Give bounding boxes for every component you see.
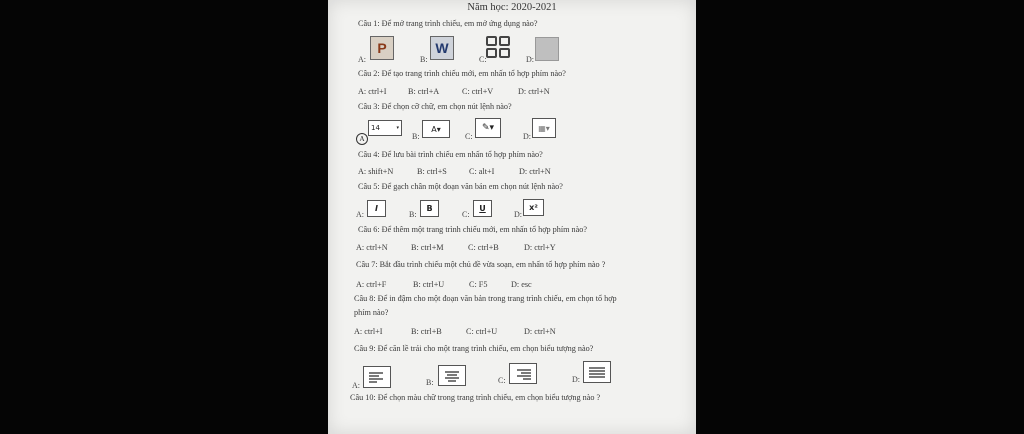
- q3-label-c: C:: [465, 132, 473, 141]
- q3-label-b: B:: [412, 132, 420, 141]
- q2-answer-c: C: ctrl+V: [462, 87, 494, 96]
- q6-answer-a: A: ctrl+N: [356, 243, 388, 252]
- q5-label-a: A:: [356, 210, 364, 219]
- align-center-icon: [438, 365, 466, 386]
- q3-label-d: D:: [523, 132, 531, 141]
- image-icon: [535, 37, 559, 61]
- q7-answer-c: C: F5: [469, 280, 488, 289]
- q6-answer-d: D: ctrl+Y: [524, 243, 556, 252]
- q7-answer-a: A: ctrl+F: [356, 280, 387, 289]
- italic-button-icon: I: [367, 200, 386, 217]
- q5-label-b: B:: [409, 210, 417, 219]
- question-3: Câu 3: Để chọn cỡ chữ, em chọn nút lệnh nào?: [358, 102, 512, 111]
- q8-answer-d: D: ctrl+N: [524, 327, 556, 336]
- q9-label-a: A:: [352, 381, 360, 390]
- q6-answer-c: C: ctrl+B: [468, 243, 499, 252]
- exam-paper: [328, 0, 696, 434]
- q6-answer-b: B: ctrl+M: [411, 243, 444, 252]
- align-left-icon: [363, 366, 391, 388]
- superscript-button-icon: x²: [523, 199, 544, 216]
- q9-label-d: D:: [572, 375, 580, 384]
- q7-answer-b: B: ctrl+U: [413, 280, 445, 289]
- q1-label-c: C:: [479, 55, 487, 64]
- powerpoint-icon: P: [370, 36, 394, 60]
- grid-icon: [486, 36, 510, 58]
- q1-label-b: B:: [420, 55, 428, 64]
- q5-label-d: D:: [514, 210, 522, 219]
- q8-answer-c: C: ctrl+U: [466, 327, 498, 336]
- question-4: Câu 4: Để lưu bài trình chiếu em nhấn tổ hợp phím nào?: [358, 150, 543, 159]
- question-8-line-1: Câu 8: Để in đậm cho một đoạn văn bản trong trang trình chiếu, em chọn tổ hợp: [354, 294, 617, 303]
- justify-icon: [583, 361, 611, 383]
- align-right-icon: [509, 363, 537, 384]
- q2-answer-d: D: ctrl+N: [518, 87, 550, 96]
- word-icon: W: [430, 36, 454, 60]
- question-10: Câu 10: Để chọn màu chữ trong trang trình chiếu, em chọn biểu tượng nào ?: [350, 393, 601, 402]
- q7-answer-d: D: esc: [511, 280, 532, 289]
- clear-format-icon: ✎▾: [475, 118, 501, 138]
- question-2: Câu 2: Để tạo trang trình chiếu mới, em nhấn tổ hợp phím nào?: [358, 69, 566, 78]
- q9-label-c: C:: [498, 376, 506, 385]
- font-size-value: 14: [371, 124, 380, 132]
- q8-answer-b: B: ctrl+B: [411, 327, 442, 336]
- q1-label-d: D:: [526, 55, 534, 64]
- dropdown-arrow-icon: ▾: [396, 125, 399, 131]
- q4-answer-b: B: ctrl+S: [417, 167, 447, 176]
- q1-label-a: A:: [358, 55, 366, 64]
- q2-answer-a: A: ctrl+I: [358, 87, 387, 96]
- q9-label-b: B:: [426, 378, 434, 387]
- school-year-title: Năm học: 2020-2021: [467, 2, 557, 13]
- question-1: Câu 1: Để mở trang trình chiếu, em mở ứng dụng nào?: [358, 19, 538, 28]
- q4-answer-d: D: ctrl+N: [519, 167, 551, 176]
- q8-answer-a: A: ctrl+I: [354, 327, 383, 336]
- q4-answer-c: C: alt+I: [469, 167, 495, 176]
- underline-button-icon: U: [473, 200, 492, 217]
- question-5: Câu 5: Để gạch chân một đoạn văn bản em chọn nút lệnh nào?: [358, 182, 563, 191]
- grid-dropdown-icon: ▦▾: [532, 118, 556, 138]
- question-6: Câu 6: Để thêm một trang trình chiếu mới, em nhấn tổ hợp phím nào?: [358, 225, 587, 234]
- question-8-line-2: phím nào?: [354, 308, 389, 317]
- question-9: Câu 9: Để căn lề trái cho một trang trình chiếu, em chọn biểu tượng nào?: [354, 344, 594, 353]
- q2-answer-b: B: ctrl+A: [408, 87, 440, 96]
- q4-answer-a: A: shift+N: [358, 167, 394, 176]
- q3-label-a-circled: A: [356, 133, 368, 145]
- bold-button-icon: B: [420, 200, 439, 217]
- question-7: Câu 7: Bắt đầu trình chiếu một chủ đề vừa soạn, em nhấn tổ hợp phím nào ?: [356, 260, 606, 269]
- font-size-box: [368, 120, 402, 136]
- q5-label-c: C:: [462, 210, 470, 219]
- font-color-a-icon: A▾: [422, 120, 450, 138]
